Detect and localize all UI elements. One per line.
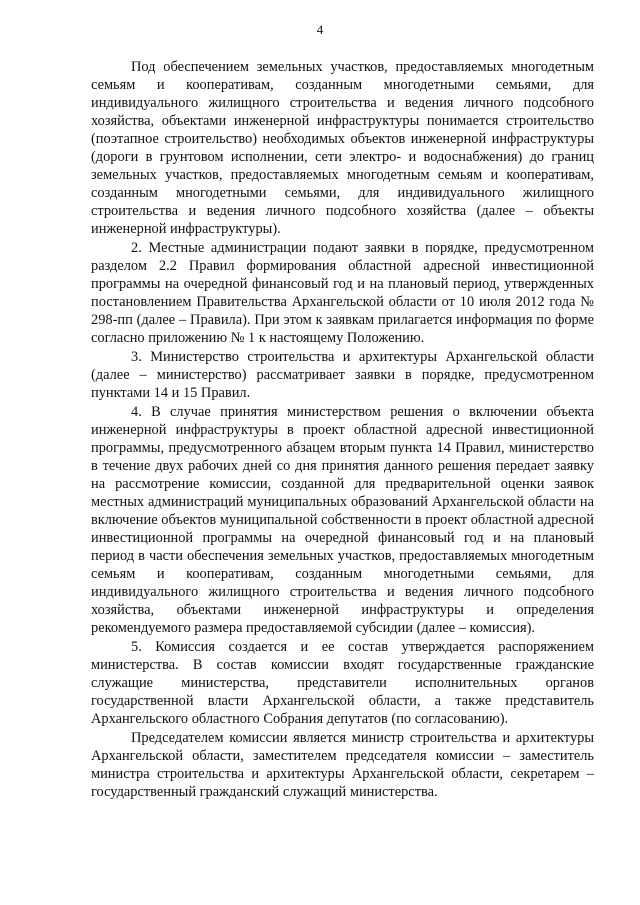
paragraph-definition: Под обеспечением земельных участков, предоставляемых многодетным семьям и кооперативам, созданным многодетными семьями, для индивидуального жилищного строительства и ведения личного подсобного хозяйства, объектами инженерной инфраструктуры понимается строительство (поэтапное строительство) необходимых объектов инженерной инфраструктуры (дороги в грунтовом исполнении, сети электро- и водоснабжения) до границ земельных участков, предоставляемых многодетным семьям и кооперативам, созданным многодетными семьями, для индивидуального жилищного строительства и ведения личного подсобного хозяйства (далее – объекты инженерной инфраструктуры). xyxy=(91,59,594,237)
paragraph-2: 2. Местные администрации подают заявки в порядке, предусмотренном разделом 2.2 Правил формирования областной адресной инвестиционной программы на очередной финансовый год и на плановый период, утвержденных постановлением Правительства Архангельской области от 10 июля 2012 года № 298-пп (далее – Правила). При этом к заявкам прилагается информация по форме согласно приложению № 1 к настоящему Положению. xyxy=(91,240,594,346)
paragraph-4: 4. В случае принятия министерством решения о включении объекта инженерной инфраструктуры в проект областной адресной инвестиционной программы, предусмотренного абзацем вторым пункта 14 Правил, министерство в течение двух рабочих дней со дня принятия данного решения передает заявку на рассмотрение комиссии, созданной для предварительной оценки заявок местных администраций муниципальных образований Архангельской области на включение объектов муниципальной собственности в проект областной адресной инвестиционной программы на очередной финансовый год и на плановый период в части обеспечения земельных участков, предоставляемых многодетным семьям и кооперативам, созданным многодетными семьями, для индивидуального жилищного строительства и ведения личного подсобного хозяйства, объектами инженерной инфраструктуры и определения рекомендуемого размера предоставляемой субсидии (далее – комиссия). xyxy=(91,404,594,636)
paragraph-5: 5. Комиссия создается и ее состав утверждается распоряжением министерства. В состав комиссии входят государственные гражданские служащие министерства, представители исполнительных органов государственной власти Архангельской области, а также представитель Архангельского областного Собрания депутатов (по согласованию). xyxy=(91,639,594,727)
document-body xyxy=(91,58,594,801)
paragraph-chairman: Председателем комиссии является министр строительства и архитектуры Архангельской области, заместителем председателя комиссии – заместитель министра строительства и архитектуры Архангельской области, секретарем – государственный гражданский служащий министерства. xyxy=(91,730,594,800)
page-number: 4 xyxy=(316,22,324,37)
paragraph-3: 3. Министерство строительства и архитектуры Архангельской области (далее – министерство) рассматривает заявки в порядке, предусмотренном пунктами 14 и 15 Правил. xyxy=(91,349,594,401)
